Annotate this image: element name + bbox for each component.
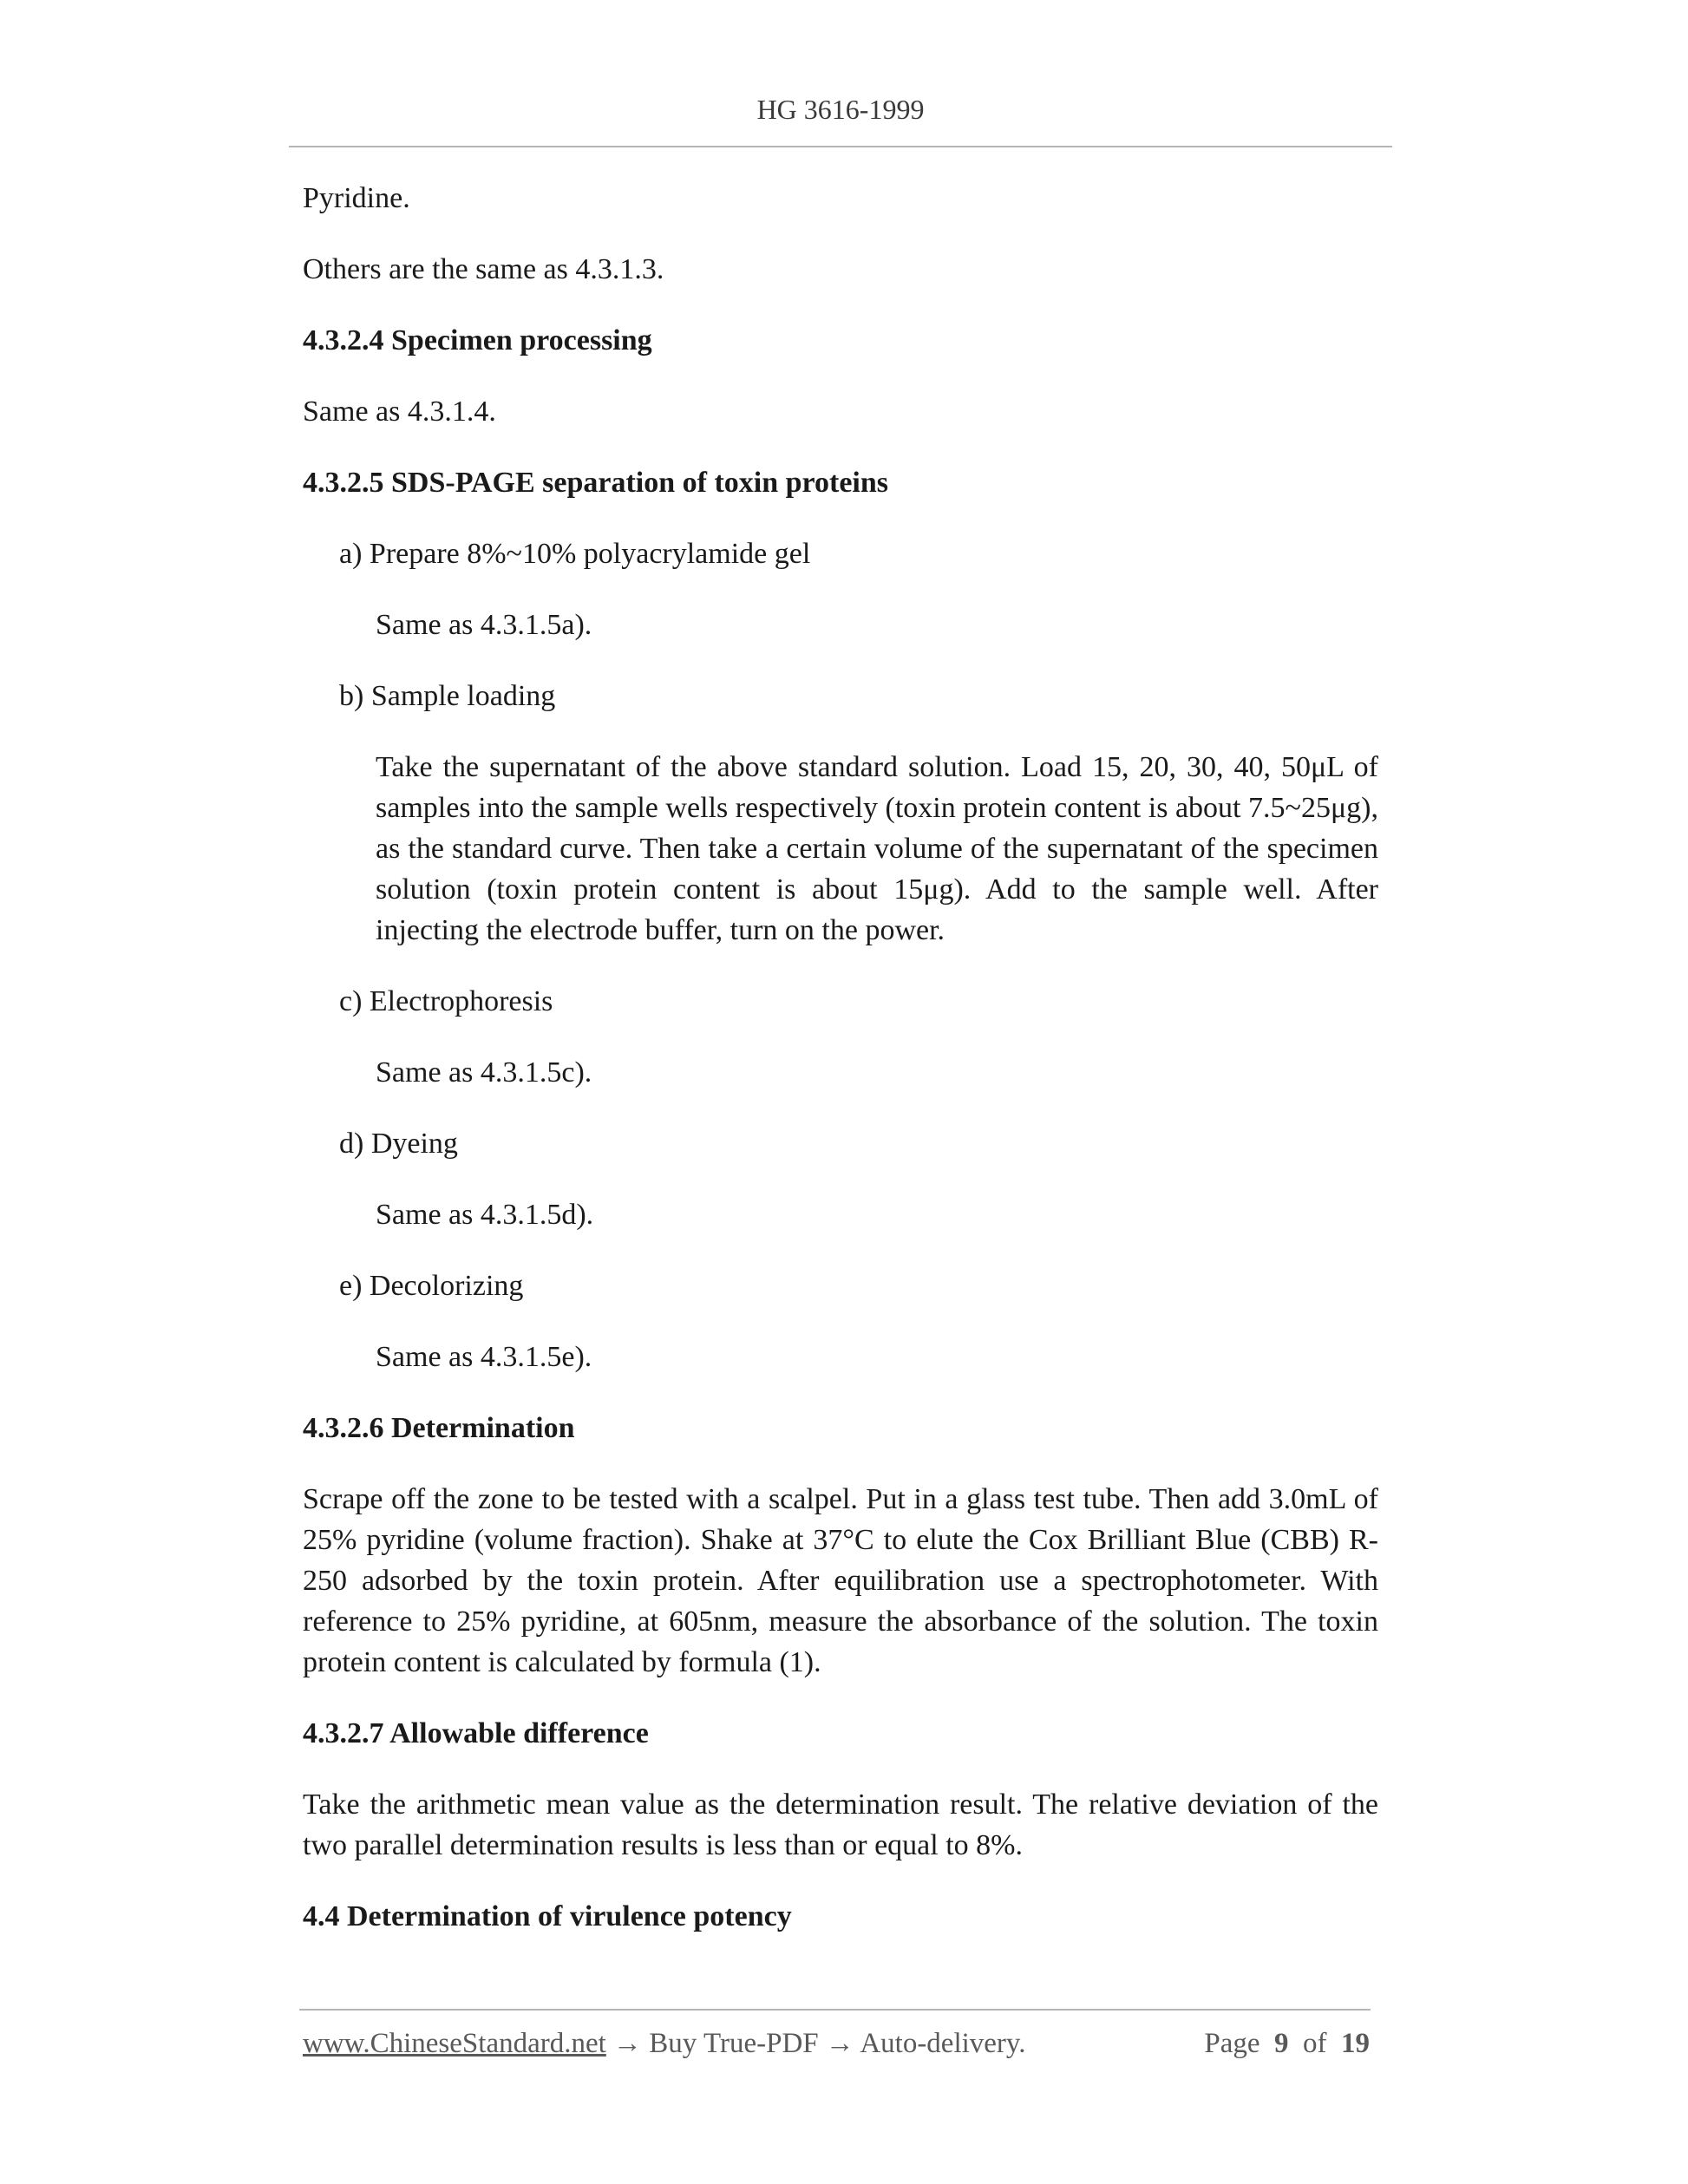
section-heading: 4.3.2.4 Specimen processing: [303, 324, 652, 356]
list-item: e) Decolorizing: [339, 1270, 524, 1302]
list-item: a) Prepare 8%~10% polyacrylamide gel: [339, 538, 811, 570]
page-total: 19: [1341, 2028, 1370, 2059]
section-heading: 4.3.2.5 SDS-PAGE separation of toxin proteins: [303, 467, 889, 499]
section-heading: 4.3.2.6 Determination: [303, 1412, 575, 1444]
sub-paragraph: Take the supernatant of the above standard solution. Load 15, 20, 30, 40, 50μL of samples into the sample wells respectively (toxin protein content is about 7.5~25μg), as the standard curve. Then take a certain volume of the supernatant of the specimen solution (toxin protein content is about 15μg). Add to the sample well. After injecting the electrode buffer, turn on the power.: [376, 751, 1378, 946]
sub-paragraph: Same as 4.3.1.5a).: [376, 609, 592, 641]
sub-paragraph: Same as 4.3.1.5d).: [376, 1199, 594, 1231]
page-footer: [303, 2028, 1370, 2060]
paragraph: Same as 4.3.1.4.: [303, 396, 496, 428]
sub-paragraph: Same as 4.3.1.5e).: [376, 1341, 592, 1373]
auto-delivery-text: Auto-delivery.: [860, 2028, 1026, 2059]
of-label: of: [1303, 2028, 1327, 2059]
page-label: Page: [1204, 2028, 1260, 2059]
list-item: c) Electrophoresis: [339, 985, 553, 1017]
paragraph: Others are the same as 4.3.1.3.: [303, 253, 664, 285]
page-counter: [1204, 2028, 1370, 2060]
sub-paragraph: Same as 4.3.1.5c).: [376, 1056, 592, 1089]
paragraph: Scrape off the zone to be tested with a scalpel. Put in a glass test tube. Then add 3.0mL of 25% pyridine (volume fraction). Shake at 37°C to elute the Cox Brilliant Blue (CBB) R-250 adsorbed by the toxin protein. After equilibration use a spectrophotometer. With reference to 25% pyridine, at 605nm, measure the absorbance of the solution. The toxin protein content is calculated by formula (1).: [303, 1483, 1378, 1678]
buy-true-pdf-text: Buy True-PDF: [649, 2028, 819, 2059]
paragraph: Pyridine.: [303, 182, 410, 214]
list-item: d) Dyeing: [339, 1128, 458, 1160]
section-heading: 4.3.2.7 Allowable difference: [303, 1717, 649, 1749]
page-number: 9: [1274, 2028, 1289, 2059]
arrow-right-icon: →: [613, 2028, 643, 2059]
footer-divider: [299, 2009, 1371, 2011]
document-body: [303, 178, 1378, 1937]
arrow-right-icon: →: [825, 2028, 854, 2059]
header-divider: [289, 146, 1392, 147]
page-header: HG 3616-1999: [756, 94, 925, 125]
paragraph: Take the arithmetic mean value as the determination result. The relative deviation of the two parallel determination results is less than or equal to 8%.: [303, 1788, 1378, 1861]
section-heading: 4.4 Determination of virulence potency: [303, 1900, 792, 1932]
list-item: b) Sample loading: [339, 680, 556, 712]
site-link[interactable]: www.ChineseStandard.net: [303, 2028, 606, 2059]
